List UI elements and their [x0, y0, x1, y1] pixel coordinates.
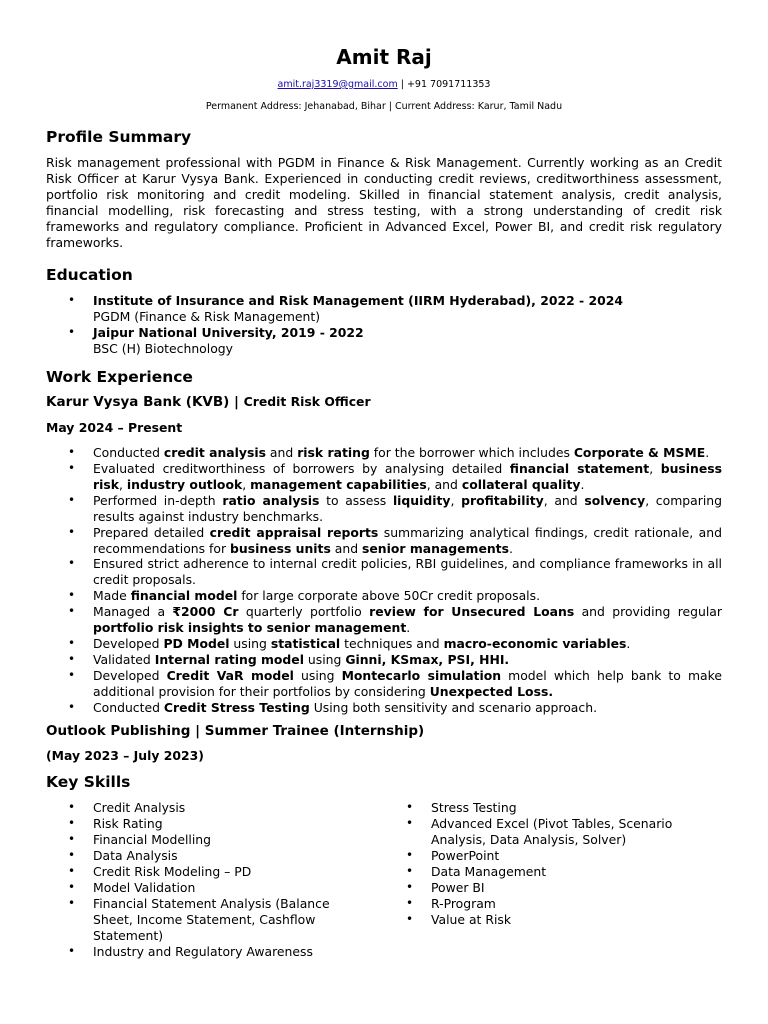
responsibility-item: [46, 604, 722, 636]
responsibility-text: Using both sensitivity and scenario approach.: [309, 699, 598, 715]
responsibility-highlight: review for Unsecured Loans: [369, 604, 575, 620]
responsibility-highlight: Ginni, KSmax, PSI, HHI.: [345, 651, 510, 667]
contact-line: [46, 79, 722, 91]
education-institution: Institute of Insurance and Risk Management (IIRM Hyderabad), 2022 - 2024: [93, 293, 623, 309]
job-dates: May 2024 – Present: [46, 420, 183, 436]
education-heading: Education: [46, 266, 133, 285]
responsibility-text: Ensured strict adherence to internal credit policies, RBI guidelines, and compliance frameworks in all credit proposals.: [93, 556, 722, 588]
skills-column-right: [384, 800, 722, 959]
phone-number: +91 7091711353: [406, 79, 491, 90]
key-skills: [46, 800, 722, 959]
responsibility-text: techniques and: [340, 635, 444, 651]
responsibility-highlight: collateral quality: [461, 476, 581, 492]
responsibility-highlight: business units: [230, 540, 331, 556]
responsibility-item: [46, 588, 722, 604]
responsibility-text: Performed in-depth: [93, 492, 223, 508]
responsibility-text: Prepared detailed: [93, 524, 210, 540]
responsibility-highlight: senior managements: [362, 540, 509, 556]
email-link[interactable]: amit.raj3319@gmail.com: [277, 79, 398, 90]
responsibility-highlight: macro-economic variables: [443, 635, 627, 651]
responsibility-text: and providing regular: [574, 604, 722, 620]
responsibility-item: [46, 556, 722, 588]
resume-page: [46, 0, 722, 960]
skill-item: • Credit Risk Modeling – PD: [46, 864, 384, 880]
responsibility-text: Validated: [93, 651, 155, 667]
responsibility-item: [46, 636, 722, 652]
skill-item: • Risk Rating: [46, 816, 384, 832]
job-dates: (May 2023 – July 2023): [46, 748, 204, 764]
responsibility-text: Conducted: [93, 445, 164, 461]
responsibility-text: quarterly portfolio: [238, 604, 370, 620]
job-role: Summer Trainee (Internship): [204, 723, 425, 740]
job-responsibilities: [46, 445, 722, 715]
responsibility-text: Managed a: [93, 604, 173, 620]
responsibility-highlight: profitability: [461, 492, 544, 508]
responsibility-text: Made: [93, 588, 131, 604]
responsibility-highlight: business risk: [93, 460, 723, 492]
education-item: [46, 293, 722, 325]
responsibility-highlight: management capabilities: [250, 476, 427, 492]
education-degree: BSC (H) Biotechnology: [93, 341, 233, 357]
responsibility-highlight: Internal rating model: [154, 651, 304, 667]
company-name: Outlook Publishing: [46, 723, 191, 740]
skill-item: • Model Validation: [46, 880, 384, 896]
job-separator: |: [190, 723, 205, 740]
responsibility-highlight: ₹2000 Cr: [172, 604, 239, 620]
responsibility-text: to assess: [319, 492, 393, 508]
skill-item: • Industry and Regulatory Awareness: [46, 944, 384, 960]
skill-item: • Stress Testing: [384, 800, 722, 816]
responsibility-text: .: [705, 445, 710, 461]
responsibility-text: for large corporate above 50Cr credit proposals.: [237, 588, 541, 604]
responsibility-text: using: [293, 667, 342, 683]
responsibility-text: ,: [450, 492, 462, 508]
responsibility-text: Conducted: [93, 699, 164, 715]
education-institution: Jaipur National University, 2019 - 2022: [93, 325, 364, 341]
responsibility-highlight: Montecarlo simulation: [341, 667, 502, 683]
responsibility-item: [46, 700, 722, 716]
responsibility-highlight: financial statement: [509, 460, 650, 476]
education-degree: PGDM (Finance & Risk Management): [93, 309, 321, 325]
responsibility-item: [46, 652, 722, 668]
skills-column-left: [46, 800, 384, 959]
responsibility-highlight: credit appraisal reports: [209, 524, 379, 540]
skill-item: • Value at Risk: [384, 912, 722, 928]
responsibility-item: [46, 461, 722, 493]
address-line: Permanent Address: Jehanabad, Bihar | Current Address: Karur, Tamil Nadu: [205, 101, 563, 112]
responsibility-highlight: risk rating: [297, 445, 370, 461]
key-skills-heading: Key Skills: [46, 773, 131, 792]
responsibility-item: [46, 525, 722, 557]
responsibility-text: , and: [543, 492, 585, 508]
responsibility-text: and: [265, 445, 298, 461]
skill-item: • Advanced Excel (Pivot Tables, Scenario Analysis, Data Analysis, Solver): [384, 816, 722, 848]
responsibility-text: and: [330, 540, 363, 556]
profile-summary-heading: Profile Summary: [46, 128, 192, 146]
responsibility-text: .: [626, 635, 631, 651]
job-header: [46, 393, 722, 411]
responsibility-text: using: [229, 635, 271, 651]
candidate-name: Amit Raj: [336, 45, 432, 69]
company-name: Karur Vysya Bank (KVB): [46, 394, 230, 411]
responsibility-text: Developed: [93, 667, 167, 683]
responsibility-highlight: portfolio risk insights to senior management: [93, 620, 407, 636]
skill-item: • Data Management: [384, 864, 722, 880]
skill-item: • Credit Analysis: [46, 800, 384, 816]
responsibility-highlight: Unexpected Loss.: [429, 683, 554, 699]
responsibility-highlight: Credit Stress Testing: [163, 699, 310, 715]
responsibility-text: ,: [649, 460, 661, 476]
job-header: [46, 722, 722, 740]
responsibility-highlight: statistical: [270, 635, 341, 651]
responsibility-highlight: ratio analysis: [222, 492, 320, 508]
responsibility-text: for the borrower which includes: [369, 445, 574, 461]
skill-item: • Data Analysis: [46, 848, 384, 864]
profile-summary-text: Risk management professional with PGDM in Finance & Risk Management. Currently working as an Credit Risk Officer at Karur Vysya Bank. Experienced in conducting credit reviews, creditworthiness assessment, portfolio risk monitoring and credit modeling. Skilled in financial statement analysis, credit analysis, financial modelling, risk forecasting and stress testing, with a strong understanding of credit risk frameworks and regulatory compliance. Proficient in Advanced Excel, Power BI, and credit risk regulatory frameworks.: [46, 155, 722, 250]
responsibility-highlight: solvency: [584, 492, 646, 508]
responsibility-highlight: PD Model: [163, 635, 230, 651]
responsibility-text: .: [406, 620, 411, 636]
responsibility-highlight: financial model: [130, 588, 238, 604]
education-item: [46, 325, 722, 357]
responsibility-text: model which help bank to make additional provision for their portfolios by considering: [93, 667, 722, 699]
contact-separator: |: [400, 79, 404, 90]
responsibility-item: [46, 668, 722, 700]
responsibility-text: .: [508, 540, 513, 556]
responsibility-item: [46, 445, 722, 461]
skill-item: • Financial Statement Analysis (Balance Sheet, Income Statement, Cashflow Statement): [46, 896, 384, 944]
responsibility-highlight: liquidity: [392, 492, 451, 508]
skill-item: • Power BI: [384, 880, 722, 896]
responsibility-highlight: Credit VaR model: [166, 667, 294, 683]
responsibility-text: , comparing results against industry benchmarks.: [93, 492, 722, 524]
job-separator: |: [229, 394, 244, 411]
job-role: Credit Risk Officer: [243, 394, 371, 410]
responsibility-text: ,: [242, 476, 251, 492]
responsibility-text: summarizing analytical findings, credit rationale, and recommendations for: [93, 524, 722, 556]
responsibility-text: .: [580, 476, 585, 492]
skill-item: • R-Program: [384, 896, 722, 912]
work-experience-heading: Work Experience: [46, 368, 193, 387]
skill-item: • PowerPoint: [384, 848, 722, 864]
responsibility-text: using: [303, 651, 346, 667]
education-list: [46, 293, 722, 357]
responsibility-highlight: industry outlook: [126, 476, 243, 492]
responsibility-text: ,: [118, 476, 127, 492]
responsibility-text: Developed: [93, 635, 164, 651]
responsibility-text: , and: [426, 476, 462, 492]
skill-item: • Financial Modelling: [46, 832, 384, 848]
responsibility-highlight: Corporate & MSME: [573, 445, 706, 461]
responsibility-highlight: credit analysis: [163, 445, 266, 461]
responsibility-item: [46, 493, 722, 525]
responsibility-text: Evaluated creditworthiness of borrowers by analysing detailed: [93, 460, 510, 476]
